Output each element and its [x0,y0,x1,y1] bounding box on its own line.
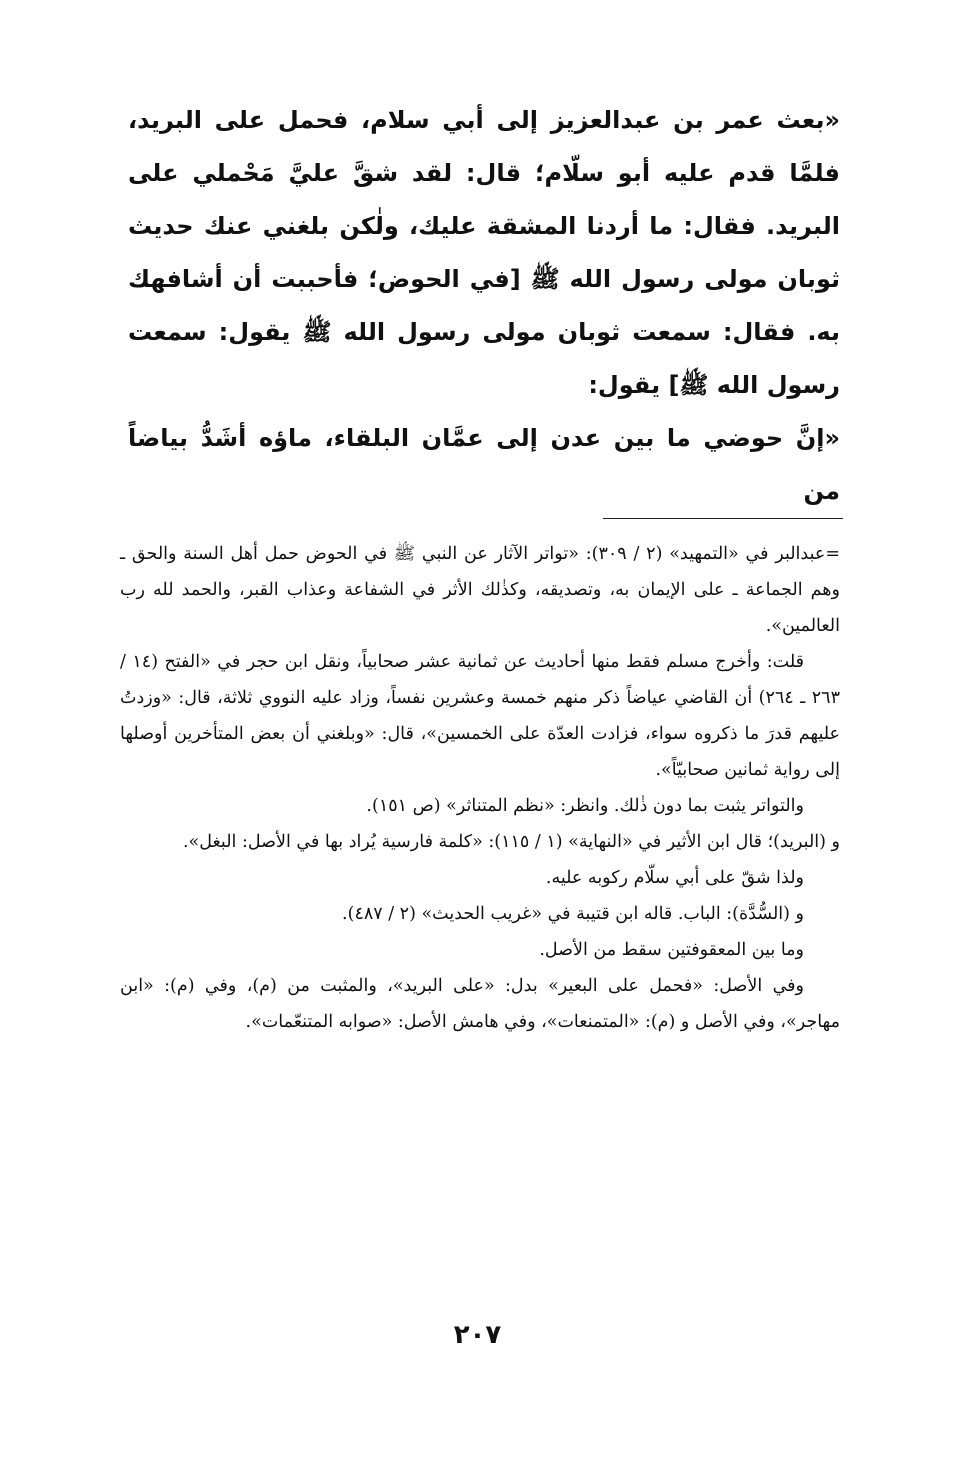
footnote-paragraph: والتواتر يثبت بما دون ذٰلك. وانظر: «نظم المتناثر» (ص ١٥١). [366,796,804,816]
footnote-paragraph: ولذا شقّ على أبي سلّام ركوبه عليه. [545,868,804,888]
footnote-paragraph: وما بين المعقوفتين سقط من الأصل. [539,940,804,960]
footnote-divider [603,518,843,519]
footnote-paragraph: قلت: وأخرج مسلم فقط منها أحاديث عن ثمانية عشر صحابياً، ونقل ابن حجر في «الفتح (١٤ / ٢٦٣ ـ ٢٦٤) أن القاضي عياضاً ذكر منهم خمسة وعشرين نفساً، وزاد عليه النووي ثلاثة، قال: «وزدتُ عليهم قدرَ ما ذكروه سواء، فزادت العدّة على الخمسين»، قال: «وبلغني أن بعض المتأخرين أوصلها إلى رواية ثمانين صحابيّاً». [120,652,840,780]
footnote-paragraph: و (البريد)؛ قال ابن الأثير في «النهاية» (١ / ١١٥): «كلمة فارسية يُراد بها في الأصل: البغل». [182,832,840,852]
main-text [128,94,840,518]
main-paragraph-hadith: «إنَّ حوضي ما بين عدن إلى عمَّان البلقاء، ماؤه أشَدُّ بياضاً من [128,424,840,505]
main-paragraph: «بعث عمر بن عبدالعزيز إلى أبي سلام، فحمل على البريد، فلمَّا قدم عليه أبو سلّام؛ قال: لقد شقَّ عليَّ مَحْملي على البريد. فقال: ما أردنا المشقة عليك، ولٰكن بلغني عنك حديث ثوبان مولى رسول الله ﷺ [في الحوض؛ فأحببت أن أشافهك به. فقال: سمعت ثوبان مولى رسول الله ﷺ يقول: سمعت رسول الله ﷺ] يقول: [128,106,840,399]
footnote-paragraph: و (السُّدَّة): الباب. قاله ابن قتيبة في «غريب الحديث» (٢ / ٤٨٧). [342,904,804,924]
footnotes [120,536,840,1040]
footnote-paragraph: وفي الأصل: «فحمل على البعير» بدل: «على البريد»، والمثبت من (م)، وفي (م): «ابن مهاجر»، وفي الأصل و (م): «المتمنعات»، وفي هامش الأصل: «صوابه المتنعّمات». [120,976,840,1032]
footnote-continuation: =عبدالبر في «التمهيد» (٢ / ٣٠٩): «تواتر الآثار عن النبي ﷺ في الحوض حمل أهل السنة والحق ـ وهم الجماعة ـ على الإيمان به، وتصديقه، وكذٰلك الأثر في الشفاعة وعذاب القبر، والحمد لله رب العالمين». [120,544,840,636]
page-number: ٢٠٧ [453,1320,502,1350]
